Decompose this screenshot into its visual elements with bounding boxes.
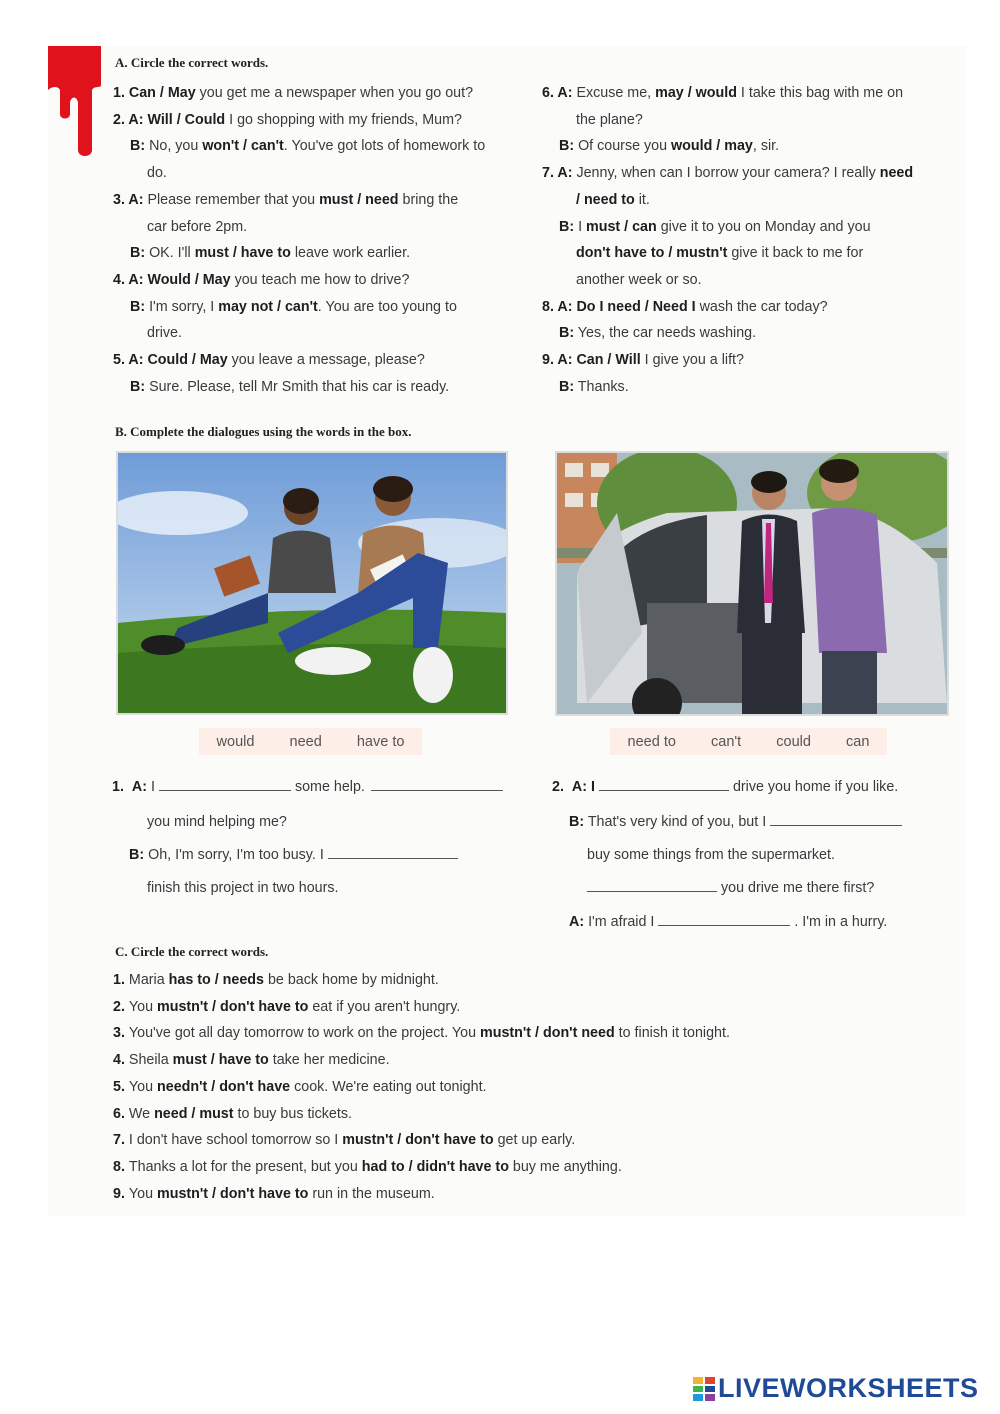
red-paint-tab — [48, 46, 101, 156]
exercise-text[interactable]: A: Would / May you teach me how to drive? — [128, 271, 410, 288]
exercise-line — [559, 138, 779, 155]
liveworksheets-logo-icon — [693, 1377, 715, 1401]
exercise-text[interactable]: We need / must to buy bus tickets. — [128, 1105, 352, 1122]
exercise-number: 8. — [113, 1158, 129, 1175]
exercise-text[interactable]: A: Do I need / Need I wash the car today? — [557, 298, 828, 315]
exercise-line — [147, 219, 247, 236]
exercise-line — [576, 272, 702, 289]
exercise-text[interactable]: Maria has to / needs be back home by midnight. — [128, 972, 439, 988]
word-box-1-item: would — [216, 733, 255, 750]
exercise-number: 5. — [113, 1078, 129, 1095]
dialogue-text: I — [591, 779, 595, 795]
section-a-heading: A. Circle the correct words. — [115, 55, 269, 70]
exercise-text[interactable]: B: I'm sorry, I may not / can't. You are too young to — [130, 298, 457, 315]
exercise-line — [113, 999, 460, 1016]
dialogue-text: . I'm in a hurry. — [794, 914, 888, 930]
exercise-text[interactable]: drive. — [147, 325, 182, 342]
answer-blank[interactable] — [371, 788, 503, 791]
exercise-number: 7. — [542, 165, 558, 182]
dialogue-text: some help. — [294, 779, 365, 795]
exercise-line — [113, 272, 409, 289]
exercise-line — [130, 138, 485, 155]
exercise-line — [542, 165, 913, 182]
exercise-text[interactable]: do. — [147, 165, 167, 182]
exercise-number: 2. — [113, 998, 129, 1015]
exercise-number: 4. — [113, 1052, 129, 1069]
exercise-text[interactable]: A: Excuse me, may / would I take this bag with me on — [557, 85, 904, 101]
word-box-2-item: need to — [627, 733, 676, 750]
exercise-line — [130, 299, 457, 316]
speaker-a-label: A: — [569, 914, 585, 930]
speaker-a-label: A: — [131, 779, 148, 795]
exercise-text[interactable]: / need to it. — [576, 191, 650, 208]
dialogue-text: drive you home if you like. — [732, 779, 899, 795]
exercise-line — [113, 1052, 390, 1069]
exercise-text[interactable]: B: OK. I'll must / have to leave work earlier. — [130, 245, 411, 262]
exercise-line — [576, 245, 863, 262]
exercise-line — [559, 325, 756, 342]
section-b-heading: B. Complete the dialogues using the words in the box. — [115, 424, 412, 439]
exercise-text[interactable]: the plane? — [576, 111, 643, 128]
exercise-line — [113, 1079, 487, 1096]
exercise-line — [113, 85, 473, 102]
dialogue-2-line-4 — [587, 880, 874, 897]
speaker-b-label: B: — [129, 847, 145, 863]
exercise-line — [113, 112, 462, 129]
exercise-text[interactable]: B: No, you won't / can't. You've got lots of homework to — [130, 138, 486, 155]
dialogue-2-line-2 — [569, 814, 902, 831]
exercise-number: 4. — [113, 271, 129, 288]
liveworksheets-logo-text: LIVEWORKSHEETS — [718, 1373, 979, 1403]
exercise-line — [113, 192, 458, 209]
exercise-text[interactable]: B: Yes, the car needs washing. — [559, 325, 757, 342]
liveworksheets-logo — [693, 1373, 979, 1404]
exercise-text[interactable]: A: Jenny, when can I borrow your camera? I really need — [557, 165, 914, 182]
exercise-line — [113, 1106, 352, 1123]
photo-boys-reading — [116, 451, 508, 715]
exercise-number: 2. — [113, 111, 129, 128]
exercise-number: 5. — [113, 352, 129, 368]
exercise-line — [576, 112, 643, 129]
exercise-text[interactable]: You mustn't / don't have to run in the museum. — [128, 1185, 435, 1202]
dialogue-text: I'm afraid I — [588, 914, 655, 930]
word-box-2-item: can't — [711, 733, 742, 750]
exercise-number: 9. — [542, 352, 558, 368]
exercise-text[interactable]: B: Of course you would / may, sir. — [559, 138, 780, 155]
answer-blank[interactable] — [599, 788, 729, 791]
exercise-text[interactable]: You needn't / don't have cook. We're eating out tonight. — [128, 1078, 487, 1095]
section-c-heading: C. Circle the correct words. — [115, 944, 269, 959]
exercise-line — [542, 299, 828, 316]
dialogue-text: Oh, I'm sorry, I'm too busy. I — [148, 847, 324, 863]
exercise-number: 3. — [113, 1025, 129, 1042]
exercise-text[interactable]: Sheila must / have to take her medicine. — [128, 1052, 390, 1069]
exercise-text[interactable]: I don't have school tomorrow so I mustn't / don't have to get up early. — [128, 1132, 576, 1149]
exercise-line — [559, 379, 629, 396]
exercise-line — [147, 165, 167, 182]
exercise-text[interactable]: A: Can / Will I give you a lift? — [557, 352, 744, 368]
exercise-line — [147, 325, 182, 342]
exercise-text[interactable]: another week or so. — [576, 271, 702, 288]
exercise-text[interactable]: car before 2pm. — [147, 218, 248, 235]
speaker-b-label: B: — [569, 814, 585, 830]
exercise-text[interactable]: You've got all day tomorrow to work on the project. You mustn't / don't need to finish it tonight. — [128, 1025, 730, 1042]
exercise-text[interactable]: don't have to / mustn't give it back to me for — [576, 245, 864, 262]
exercise-line — [113, 1025, 730, 1042]
exercise-line — [542, 352, 744, 369]
exercise-text[interactable]: Can / May you get me a newspaper when you go out? — [128, 85, 474, 101]
dialogue-1-number: 1. — [112, 779, 124, 795]
answer-blank[interactable] — [159, 788, 291, 791]
exercise-line — [576, 192, 650, 209]
word-box-2-item: can — [846, 733, 870, 750]
answer-blank[interactable] — [587, 889, 717, 892]
dialogue-2-line-1 — [552, 779, 898, 796]
exercise-line — [113, 1186, 435, 1203]
answer-blank[interactable] — [658, 923, 790, 926]
exercise-number: 1. — [113, 972, 129, 988]
word-box-2-item: could — [776, 733, 811, 750]
dialogue-1-line-1 — [112, 779, 503, 796]
exercise-text[interactable]: A: Could / May you leave a message, please? — [128, 352, 425, 368]
exercise-line — [113, 1159, 622, 1176]
word-box-1-item: have to — [356, 733, 405, 750]
exercise-line — [113, 1132, 575, 1149]
exercise-number: 6. — [542, 85, 558, 101]
word-box-2 — [610, 728, 887, 755]
exercise-line — [113, 352, 425, 369]
exercise-line — [130, 245, 410, 262]
exercise-number: 9. — [113, 1185, 129, 1202]
exercise-number: 7. — [113, 1132, 129, 1149]
exercise-text[interactable]: You mustn't / don't have to eat if you aren't hungry. — [128, 998, 461, 1015]
exercise-line — [130, 379, 449, 396]
dialogue-2-line-5 — [569, 914, 887, 931]
word-box-1 — [199, 728, 422, 755]
dialogue-1-line-3 — [129, 847, 458, 864]
exercise-number: 8. — [542, 298, 558, 315]
dialogue-2-number: 2. — [552, 779, 564, 795]
dialogue-1-line-4: finish this project in two hours. — [147, 880, 339, 896]
dialogue-text: I — [151, 779, 155, 795]
photo-car-salesman — [555, 451, 949, 716]
dialogue-1-line-2: you mind helping me? — [147, 814, 287, 830]
exercise-line — [113, 972, 439, 989]
exercise-text[interactable]: Thanks a lot for the present, but you had to / didn't have to buy me anything. — [128, 1158, 622, 1175]
exercise-text[interactable]: B: I must / can give it to you on Monday and you — [559, 218, 871, 235]
exercise-text[interactable]: A: Will / Could I go shopping with my friends, Mum? — [128, 111, 462, 128]
exercise-number: 6. — [113, 1105, 129, 1122]
exercise-text[interactable]: B: Sure. Please, tell Mr Smith that his car is ready. — [130, 378, 450, 395]
dialogue-text: you drive me there first? — [720, 880, 875, 896]
exercise-number: 1. — [113, 85, 129, 101]
dialogue-2-line-3: buy some things from the supermarket. — [587, 847, 835, 863]
exercise-line — [542, 85, 903, 102]
speaker-a-label: A: — [571, 779, 588, 795]
word-box-1-item: need — [289, 733, 322, 750]
answer-blank[interactable] — [328, 856, 458, 859]
exercise-text[interactable]: A: Please remember that you must / need bring the — [128, 191, 459, 208]
answer-blank[interactable] — [770, 823, 902, 826]
exercise-text[interactable]: B: Thanks. — [559, 378, 629, 395]
exercise-line — [559, 219, 871, 236]
dialogue-text: That's very kind of you, but I — [587, 814, 767, 830]
exercise-number: 3. — [113, 191, 129, 208]
